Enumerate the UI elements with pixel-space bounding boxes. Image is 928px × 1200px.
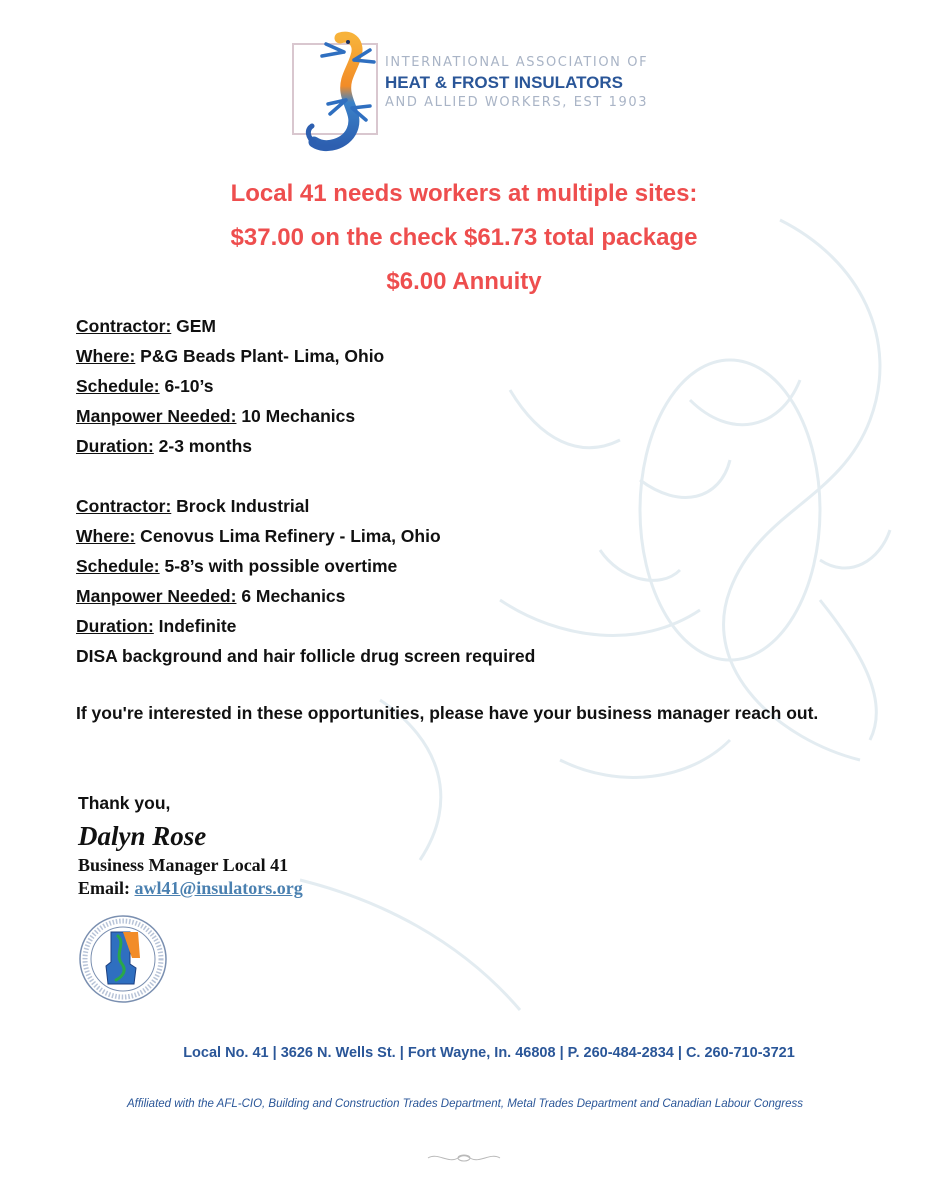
job-contractor-label: Contractor: [76, 316, 172, 336]
job-location [76, 341, 535, 371]
org-name-line3: AND ALLIED WORKERS, EST 1903 [385, 95, 649, 110]
job-duration [76, 611, 535, 641]
org-name-line1: INTERNATIONAL ASSOCIATION OF [385, 55, 649, 70]
job-posting-2 [76, 491, 535, 671]
job-location-value: Cenovus Lima Refinery - Lima, Ohio [135, 526, 441, 546]
job-duration-value: Indefinite [153, 616, 237, 636]
job-contractor-value: GEM [171, 316, 217, 336]
job-contractor-value: Brock Industrial [171, 496, 310, 516]
signer-title: Business Manager Local 41 [78, 855, 289, 875]
job-location-value: P&G Beads Plant- Lima, Ohio [135, 346, 385, 366]
union-seal-icon [78, 914, 168, 1004]
email-link[interactable]: awl41@insulators.org [134, 878, 303, 898]
job-manpower-value: 10 Mechanics [236, 406, 356, 426]
job-posting-1 [76, 311, 535, 461]
job-manpower-label: Manpower Needed: [76, 586, 237, 606]
job-manpower-label: Manpower Needed: [76, 406, 237, 426]
job-duration-label: Duration: [76, 436, 154, 456]
job-location-label: Where: [76, 346, 136, 366]
footer-address: Local No. 41 | 3626 N. Wells St. | Fort Wayne, In. 46808 | P. 260-484-2834 | C. 260-710-3721 [183, 1045, 795, 1061]
organization-name [385, 55, 685, 110]
job-contractor-label: Contractor: [76, 496, 172, 516]
job-duration-value: 2-3 months [153, 436, 252, 456]
headline-line2: $37.00 on the check $61.73 total package [230, 224, 698, 251]
job-manpower [76, 401, 535, 431]
job-contractor [76, 311, 535, 341]
headline-line3: $6.00 Annuity [386, 268, 542, 295]
job-postings [76, 311, 535, 671]
job-location-label: Where: [76, 526, 136, 546]
interest-paragraph: If you're interested in these opportunities, please have your business manager reach out. [76, 703, 819, 723]
closing-text: Thank you, [78, 793, 171, 813]
job-schedule [76, 551, 535, 581]
job-manpower [76, 581, 535, 611]
job-location [76, 521, 535, 551]
job-schedule-label: Schedule: [76, 376, 160, 396]
job-schedule-value: 5-8’s with possible overtime [159, 556, 398, 576]
job-schedule [76, 371, 535, 401]
footer-ornament [424, 1151, 504, 1165]
email-label: Email: [78, 878, 135, 898]
job-schedule-label: Schedule: [76, 556, 160, 576]
signer-name: Dalyn Rose [78, 821, 207, 851]
salamander-logo-icon [300, 30, 390, 160]
org-name-line2: HEAT & FROST INSULATORS [385, 73, 623, 92]
headline [0, 172, 928, 304]
job-manpower-value: 6 Mechanics [236, 586, 346, 606]
job-duration-label: Duration: [76, 616, 154, 636]
job-duration [76, 431, 535, 461]
headline-line1: Local 41 needs workers at multiple sites: [230, 180, 698, 207]
signature-block [78, 788, 303, 900]
footer-affiliation: Affiliated with the AFL-CIO, Building and Construction Trades Department, Metal Trades Department and Canadian Labour Congress [126, 1098, 804, 1110]
job-schedule-value: 6-10’s [159, 376, 214, 396]
email-line [78, 877, 303, 900]
job-contractor [76, 491, 535, 521]
job-requirement-note: DISA background and hair follicle drug screen required [76, 646, 536, 666]
